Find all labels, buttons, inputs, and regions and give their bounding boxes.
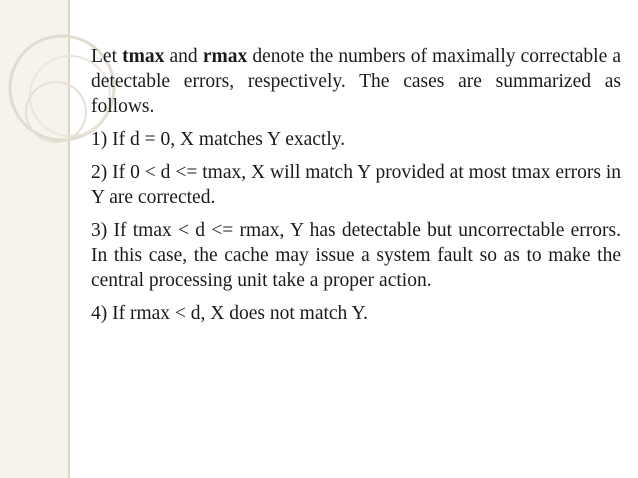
case-4-paragraph: 4) If rmax < d, X does not match Y.	[91, 303, 368, 324]
case-1-paragraph: 1) If d = 0, X matches Y exactly.	[91, 129, 346, 150]
intro-text-1: Let	[91, 46, 123, 67]
case-3-paragraph: 3) If tmax < d <= rmax, Y has detectable but uncorrectable errors. In this case, the cache may issue a system fault so as to make the central processing unit take a proper action.	[91, 220, 621, 291]
slide-body	[91, 44, 621, 334]
case-2-paragraph: 2) If 0 < d <= tmax, X will match Y provided at most tmax errors in Y are corrected.	[91, 162, 621, 208]
term-rmax: rmax	[202, 46, 248, 67]
intro-text-2: and	[164, 46, 203, 67]
intro-text-3: denote the numbers of maximally correctable a detectable errors, respectively. The cases are summarized as follows.	[91, 46, 622, 117]
term-tmax: tmax	[122, 46, 165, 67]
intro-paragraph	[91, 44, 621, 119]
